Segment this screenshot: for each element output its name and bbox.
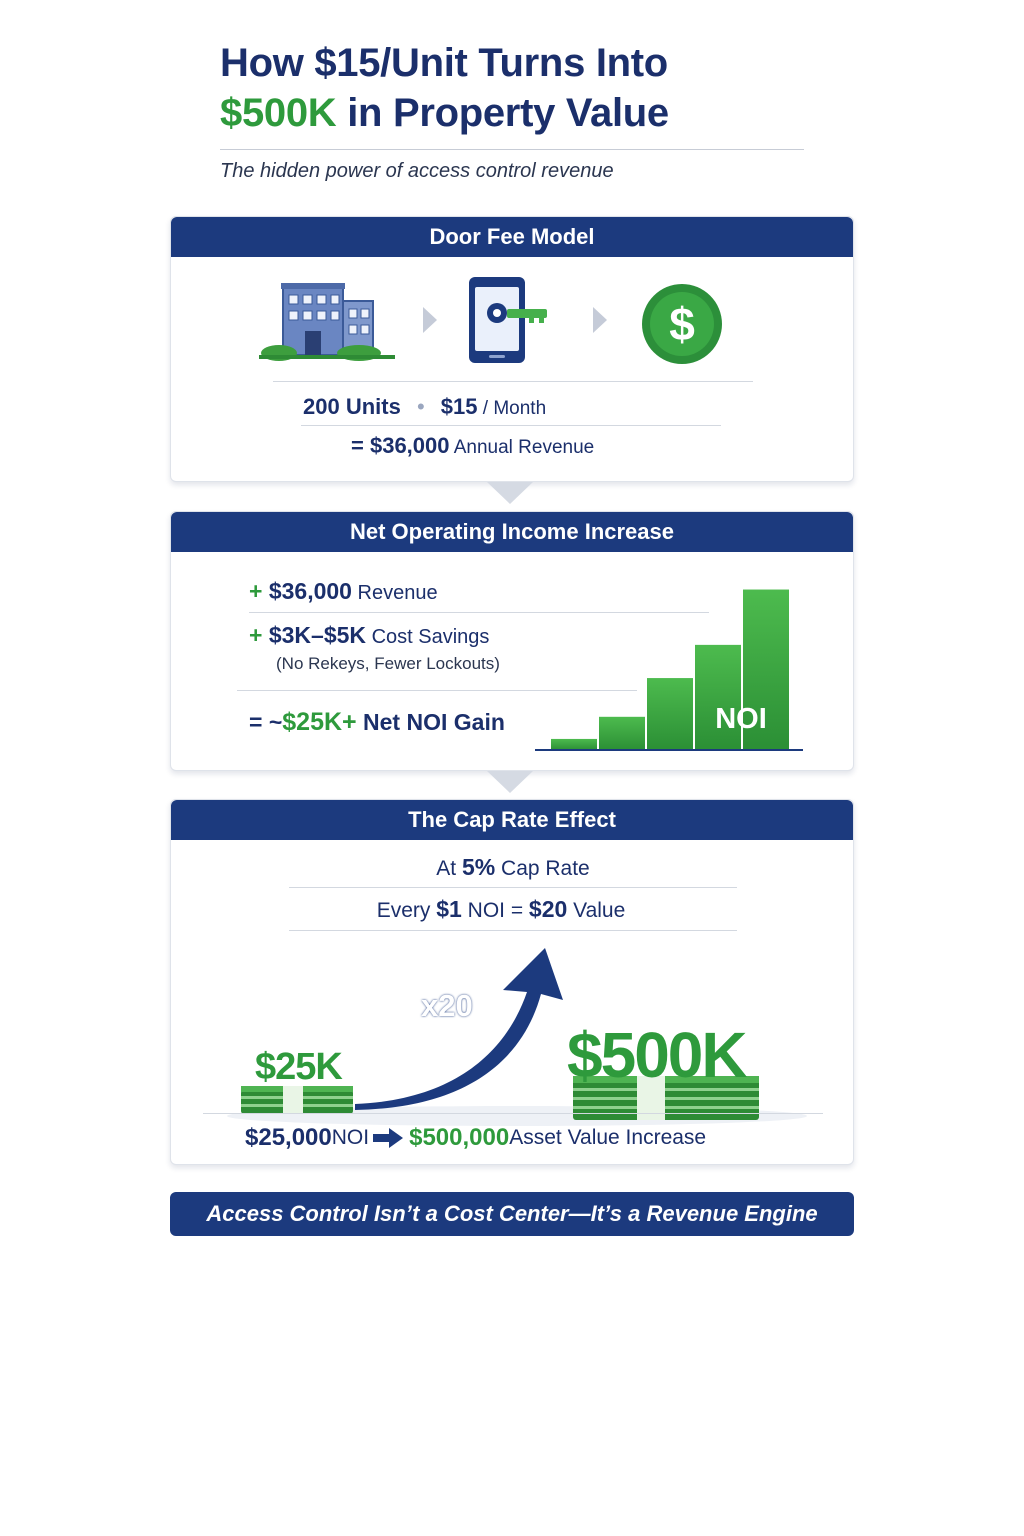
cap-rate-line [171, 854, 855, 881]
door-fee-heading: Door Fee Model [171, 217, 853, 257]
title-highlight: $500K [220, 91, 337, 135]
noi-savings-line [249, 622, 489, 649]
title-line-2 [220, 88, 669, 138]
page-subtitle: The hidden power of access control revenue [220, 160, 614, 182]
title-line-2-rest: in Property Value [336, 91, 669, 135]
chevron-down-icon [487, 771, 533, 795]
noi-savings-note: (No Rekeys, Fewer Lockouts) [276, 654, 500, 673]
chevron-down-icon [487, 482, 533, 506]
growth-arrow-icon [355, 948, 563, 1110]
noi-equals-sign: = ~ [249, 709, 283, 735]
one-dollar-value: $1 [436, 896, 462, 922]
multiplier-label: x20 [421, 988, 473, 1023]
arrow-right-icon [373, 1128, 403, 1148]
equals-sign: = [351, 433, 370, 458]
twenty-dollar-value: $20 [528, 896, 568, 922]
svg-text:$: $ [669, 298, 695, 350]
noi-bar-1 [551, 739, 597, 750]
cap-rate-divider-1 [289, 887, 737, 888]
cap-rate-at: At [436, 857, 462, 880]
noi-equals-label: NOI = [461, 899, 529, 922]
price-period: / Month [477, 398, 547, 419]
cap-rate-divider-2 [289, 930, 737, 931]
noi-savings-label: Cost Savings [366, 626, 490, 648]
door-fee-card [170, 216, 854, 482]
annual-revenue-line [351, 433, 594, 459]
noi-body [171, 552, 853, 772]
noi-gain-value: $25K+ [282, 708, 357, 736]
summary-noi-value: $25,000 [245, 1124, 332, 1151]
noi-savings-value: $3K–$5K [268, 622, 367, 648]
cap-rate-body [171, 840, 853, 1166]
noi-gain-label: Net NOI Gain [356, 709, 505, 735]
units-price-line [303, 394, 546, 420]
noi-bar-3 [647, 678, 693, 750]
noi-revenue-value: $36,000 [268, 578, 352, 604]
units-count: 200 Units [303, 394, 401, 419]
title-line-1: How $15/Unit Turns Into [220, 41, 668, 85]
page-title [220, 38, 669, 138]
door-fee-divider-1 [273, 381, 753, 382]
noi-gain-line [249, 708, 505, 737]
phone-key-icon [467, 275, 551, 365]
summary-noi-label: NOI [331, 1126, 370, 1149]
noi-revenue-label: Revenue [351, 582, 438, 604]
noi-revenue-line [249, 578, 438, 605]
noi-card [170, 511, 854, 771]
small-amount-label: $25K [255, 1046, 342, 1088]
annual-revenue-label: Annual Revenue [449, 437, 595, 458]
noi-heading: Net Operating Income Increase [171, 512, 853, 552]
summary-asset-label: Asset Value Increase [509, 1126, 707, 1149]
cap-rate-value: 5% [461, 854, 496, 880]
plus-sign: + [249, 622, 263, 648]
noi-bar-2 [599, 717, 645, 750]
cap-rate-heading: The Cap Rate Effect [171, 800, 853, 840]
value-label: Value [567, 899, 626, 922]
cap-rate-card [170, 799, 854, 1165]
chevron-right-icon [423, 307, 437, 333]
price-per-unit: $15 [440, 394, 478, 419]
cap-rate-label: Cap Rate [495, 857, 590, 880]
apartment-building-icon [259, 281, 395, 361]
dollar-coin-icon [641, 283, 723, 365]
footer-banner: Access Control Isn’t a Cost Center—It’s a Revenue Engine [170, 1192, 854, 1236]
noi-bar-label: NOI [715, 703, 767, 735]
annual-revenue-value: $36,000 [369, 433, 450, 458]
title-divider [220, 149, 804, 150]
small-cash-stack-icon [241, 1086, 353, 1114]
chevron-right-icon [593, 307, 607, 333]
asset-value-summary [245, 1124, 706, 1152]
summary-asset-value: $500,000 [409, 1124, 510, 1151]
noi-bar-chart [535, 578, 805, 756]
cap-rate-divider-3 [203, 1113, 823, 1114]
door-fee-divider-2 [301, 425, 721, 426]
separator-dot: • [416, 394, 425, 419]
multiplier-rule-line [171, 896, 831, 923]
plus-sign: + [249, 578, 263, 604]
every-label: Every [376, 899, 437, 922]
door-fee-body [171, 257, 853, 483]
big-amount-label: $500K [567, 1019, 746, 1091]
